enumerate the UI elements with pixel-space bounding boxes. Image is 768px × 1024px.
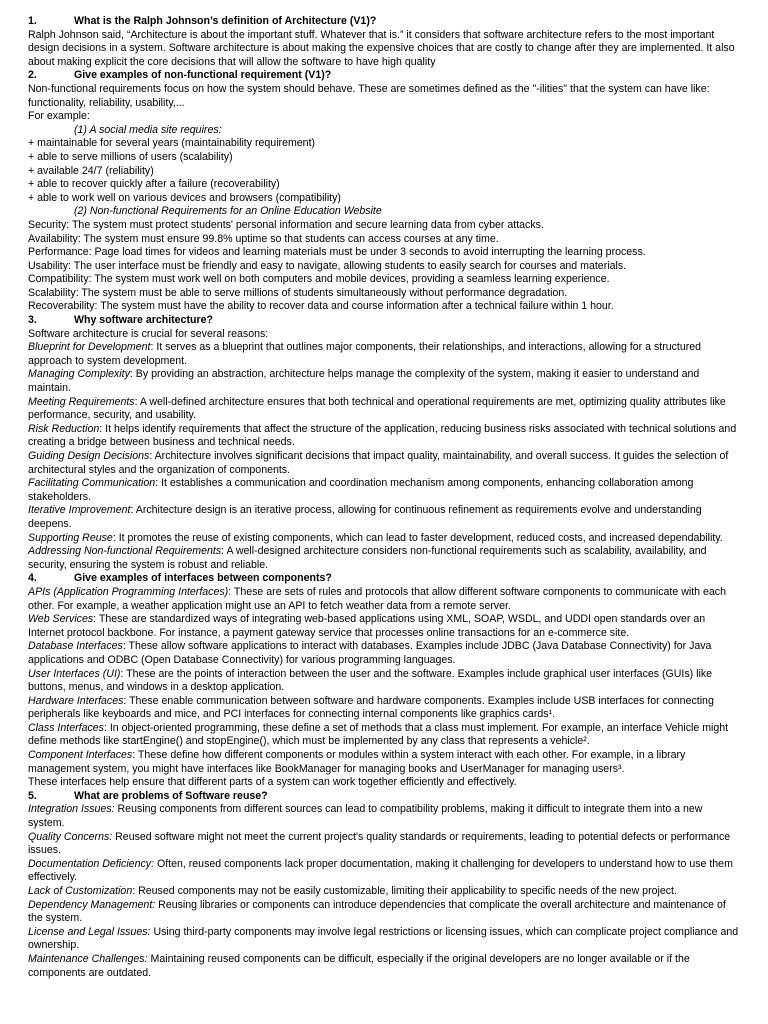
question-heading-1 xyxy=(28,15,740,29)
list-item xyxy=(28,504,740,531)
list-item xyxy=(28,831,740,858)
question-number: 4. xyxy=(28,572,37,585)
question-number: 3. xyxy=(28,314,37,327)
item-label: Supporting Reuse xyxy=(28,531,113,544)
item-text: Using third-party components may involve legal restrictions or licensing issues, which can complicate project compliance and ownership. xyxy=(28,925,739,952)
list-item xyxy=(28,885,740,899)
item-label: Blueprint for Development xyxy=(28,341,151,354)
list-item xyxy=(28,803,740,830)
answer-paragraph: These interfaces help ensure that different parts of a system can work together efficiently and effectively. xyxy=(28,776,517,789)
list-item xyxy=(28,423,740,450)
item-label: Component Interfaces xyxy=(28,749,133,762)
item-label: Web Services xyxy=(28,613,94,626)
list-item xyxy=(28,668,740,695)
list-item xyxy=(28,586,740,613)
item-text: : Reused components may not be easily customizable, limiting their applicability to specific needs of the new project. xyxy=(132,885,677,897)
list-item xyxy=(28,368,740,395)
question-title: Why software architecture? xyxy=(74,314,213,327)
answer-paragraph: Ralph Johnson said, “Architecture is about the important stuff. Whatever that is.” it considers that software architecture refers to the most important design decisions in a system. Software architecture is about making the expensive choices that are costly to change after they are implemented. It also about making explicit the core decisions that will allow the software to have high quality xyxy=(28,28,735,68)
item-label: Facilitating Communication xyxy=(28,477,156,490)
answer-paragraph: Software architecture is crucial for several reasons: xyxy=(28,327,269,340)
item-label: Managing Complexity xyxy=(28,368,130,381)
item-text: : It establishes a communication and coordination mechanism among components, enhancing collaboration among stakeholders. xyxy=(28,477,694,503)
item-text: : These are standardized ways of integrating web-based applications using XML, SOAP, WSDL, and UDDI open standards over an Internet protocol backbone. For instance, a payment gateway service that processes online transactions for an e-commerce site. xyxy=(28,613,706,639)
item-label: Meeting Requirements xyxy=(28,395,135,408)
answer-paragraph: Non-functional requirements focus on how the system should behave. These are sometimes defined as the "-ilities" that the system can have like: functionality, reliability, usability,... xyxy=(28,82,710,109)
list-item: Performance: Page load times for videos and learning materials must be under 3 seconds to avoid interrupting the learning process. xyxy=(28,246,646,259)
item-text: : These are the points of interaction between the user and the software. Examples include graphical user interfaces (GUIs) like buttons, menus, and windows in a desktop application. xyxy=(28,667,713,694)
item-text: : It promotes the reuse of existing components, which can lead to faster development, reduced costs, and increased dependability. xyxy=(112,531,723,544)
list-item xyxy=(28,477,740,504)
item-label: Guiding Design Decisions xyxy=(28,450,150,462)
item-text: Often, reused components lack proper documentation, making it challenging for developers to understand how to use them effectively. xyxy=(28,857,733,884)
question-heading-2 xyxy=(28,69,740,83)
example-subheading: (1) A social media site requires: xyxy=(74,123,222,136)
list-item xyxy=(28,899,740,926)
example-subheading: (2) Non-functional Requirements for an Online Education Website xyxy=(74,205,382,218)
list-item: Availability: The system must ensure 99.8% uptime so that students can access courses at any time. xyxy=(28,232,499,245)
question-title: Give examples of non-functional requirement (V1)? xyxy=(74,69,332,82)
item-text: : By providing an abstraction, architecture helps manage the complexity of the system, making it easier to understand and maintain. xyxy=(28,368,700,395)
answer-paragraph: For example: xyxy=(28,110,90,123)
item-label: User Interfaces (UI) xyxy=(28,667,121,680)
list-item xyxy=(28,722,740,749)
list-item: Usability: The user interface must be friendly and easy to navigate, allowing students to easily search for courses and materials. xyxy=(28,259,627,272)
question-number: 2. xyxy=(28,69,37,82)
question-heading-3 xyxy=(28,314,740,328)
item-text: : It serves as a blueprint that outlines major components, their relationships, and interactions, allowing for a structured approach to system development. xyxy=(28,341,702,367)
question-title: What are problems of Software reuse? xyxy=(74,789,268,802)
list-item xyxy=(28,396,740,423)
item-label: Database Interfaces xyxy=(28,640,123,653)
list-item xyxy=(28,640,740,667)
item-label: Dependency Management: xyxy=(28,898,156,911)
list-item xyxy=(28,926,740,953)
list-item xyxy=(28,450,740,477)
item-label: Iterative Improvement xyxy=(28,504,131,517)
list-item xyxy=(28,532,740,546)
item-label: Integration Issues: xyxy=(28,803,115,816)
item-text: Maintaining reused components can be difficult, especially if the original developers are no longer available or if the components are outdated. xyxy=(28,952,690,979)
list-item: + available 24/7 (reliability) xyxy=(28,164,154,177)
item-text: : A well-designed architecture considers non-functional requirements such as scalability, availability, and security, ensuring the system is robust and reliable. xyxy=(28,545,707,571)
question-heading-5 xyxy=(28,790,740,804)
item-label: Risk Reduction xyxy=(28,422,100,435)
item-label: Lack of Customization xyxy=(28,885,133,897)
item-text: : These are sets of rules and protocols that allow different software components to communicate with each other. For example, a weather application might use an API to fetch weather data from a remote server. xyxy=(28,585,726,612)
list-item: + able to recover quickly after a failure (recoverability) xyxy=(28,178,280,191)
list-item xyxy=(28,695,740,722)
list-item xyxy=(28,749,740,776)
item-label: APIs (Application Programming Interfaces) xyxy=(28,585,229,598)
question-number: 1. xyxy=(28,15,37,27)
list-item xyxy=(28,341,740,368)
item-text: Reused software might not meet the current project's quality standards or requirements, leading to potential defects or performance issues. xyxy=(28,830,731,857)
item-text: : These define how different components or modules within a system interact with each other. For example, in a library management system, you might have interfaces like BookManager for managing books and UserManager for managing users³. xyxy=(28,749,686,775)
list-item: Security: The system must protect students' personal information and secure learning data from cyber attacks. xyxy=(28,218,544,231)
list-item xyxy=(28,953,740,980)
item-text: : Architecture design is an iterative process, allowing for continuous refinement as requirements evolve and understanding deepens. xyxy=(28,504,702,530)
list-item: Recoverability: The system must have the ability to recover data and course information after a technical failure within 1 hour. xyxy=(28,300,614,313)
list-item xyxy=(28,858,740,885)
question-title: What is the Ralph Johnson’s definition of Architecture (V1)? xyxy=(74,15,377,27)
list-item: Scalability: The system must be able to serve millions of students simultaneously without performance degradation. xyxy=(28,286,568,299)
item-text: : A well-defined architecture ensures that both technical and operational requirements are met, optimizing quality attributes like performance, security, and usability. xyxy=(28,395,726,422)
question-number: 5. xyxy=(28,789,37,802)
item-label: License and Legal Issues: xyxy=(28,925,151,938)
item-text: : In object-oriented programming, these define a set of methods that a class must implement. For example, an interface Vehicle might define methods like startEngine() and stopEngine(), which must be implemented by any class that represents a vehicle². xyxy=(28,721,729,748)
question-title: Give examples of interfaces between components? xyxy=(74,572,332,585)
item-label: Addressing Non-functional Requirements xyxy=(28,545,222,558)
list-item: + able to serve millions of users (scalability) xyxy=(28,150,233,163)
list-item: Compatibility: The system must work well on both computers and mobile devices, providing a seamless learning experience. xyxy=(28,273,610,286)
list-item: + maintainable for several years (maintainability requirement) xyxy=(28,137,316,150)
item-label: Maintenance Challenges: xyxy=(28,952,148,965)
item-label: Quality Concerns: xyxy=(28,830,113,843)
list-item xyxy=(28,545,740,572)
item-label: Hardware Interfaces xyxy=(28,694,124,707)
question-heading-4 xyxy=(28,572,740,586)
list-item xyxy=(28,613,740,640)
item-text: Reusing components from different sources can lead to compatibility problems, making it difficult to integrate them into a new system. xyxy=(28,803,703,830)
item-label: Documentation Deficiency: xyxy=(28,857,155,870)
item-text: : It helps identify requirements that affect the structure of the application, reducing business risks associated with technical solutions and creating a bridge between business and technical needs. xyxy=(28,422,737,449)
item-text: : Architecture involves significant decisions that impact quality, maintainability, and overall success. It guides the selection of architectural styles and the organization of components. xyxy=(28,450,729,476)
item-label: Class Interfaces xyxy=(28,721,104,734)
list-item: + able to work well on various devices and browsers (compatibility) xyxy=(28,191,341,204)
item-text: : These enable communication between software and hardware components. Examples include USB interfaces for connecting peripherals like keyboards and mice, and PCI interfaces for connecting internal components like graphics cards¹. xyxy=(28,694,714,721)
item-text: Reusing libraries or components can introduce dependencies that complicate the overall architecture and maintenance of the system. xyxy=(28,898,726,925)
item-text: : These allow software applications to interact with databases. Examples include JDBC (Java Database Connectivity) for Java applications and ODBC (Open Database Connectivity) for various programming languages. xyxy=(28,640,712,666)
